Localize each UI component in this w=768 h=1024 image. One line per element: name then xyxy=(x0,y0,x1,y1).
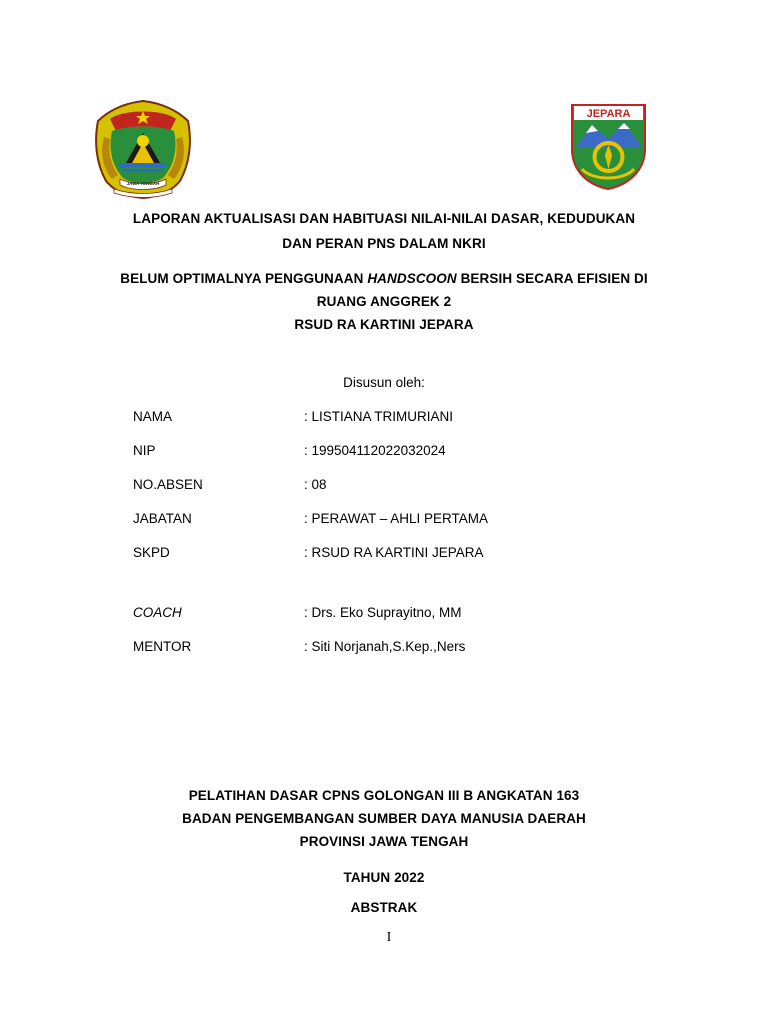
field-value-coach: : Drs. Eko Suprayitno, MM xyxy=(304,605,462,620)
logo-left-text: JAWA TENGAH xyxy=(126,181,160,186)
report-title-line-2: DAN PERAN PNS DALAM NKRI xyxy=(282,236,486,251)
field-value-jabatan: : PERAWAT – AHLI PERTAMA xyxy=(304,511,489,526)
subject-line-1 xyxy=(0,271,768,286)
training-title-line-1: PELATIHAN DASAR CPNS GOLONGAN III B ANGKATAN 163 xyxy=(188,788,580,803)
subject-prefix: BELUM OPTIMALNYA PENGGUNAAN xyxy=(120,271,368,286)
training-title-line-2: BADAN PENGEMBANGAN SUMBER DAYA MANUSIA DAERAH xyxy=(182,811,586,826)
subject-line-3: RSUD RA KARTINI JEPARA xyxy=(294,317,474,332)
field-label-coach: COACH xyxy=(133,605,182,620)
logo-right-text: JEPARA xyxy=(586,108,631,120)
year-label: TAHUN 2022 xyxy=(343,870,425,885)
subject-suffix: BERSIH SECARA EFISIEN DI xyxy=(456,271,648,286)
field-value-nama: : LISTIANA TRIMURIANI xyxy=(304,409,454,424)
field-label-nama: NAMA xyxy=(133,409,173,424)
training-title-line-3: PROVINSI JAWA TENGAH xyxy=(299,834,469,849)
page-number: I xyxy=(386,930,392,945)
abstract-heading: ABSTRAK xyxy=(350,900,418,915)
jepara-emblem-logo xyxy=(562,99,655,192)
report-title-line-1: LAPORAN AKTUALISASI DAN HABITUASI NILAI-NILAI DASAR, KEDUDUKAN xyxy=(132,211,636,226)
field-label-no-absen: NO.ABSEN xyxy=(133,477,203,492)
field-value-nip: : 199504112022032024 xyxy=(304,443,446,458)
subject-italic-term: HANDSCOON xyxy=(367,271,457,286)
prepared-by-label: Disusun oleh: xyxy=(343,375,425,390)
field-value-no-absen: : 08 xyxy=(304,477,327,492)
jawa-tengah-emblem-logo xyxy=(92,97,195,200)
field-value-skpd: : RSUD RA KARTINI JEPARA xyxy=(304,545,484,560)
subject-line-2: RUANG ANGGREK 2 xyxy=(316,294,452,309)
field-label-mentor: MENTOR xyxy=(133,639,192,654)
field-label-jabatan: JABATAN xyxy=(133,511,192,526)
field-label-nip: NIP xyxy=(133,443,156,458)
field-value-mentor: : Siti Norjanah,S.Kep.,Ners xyxy=(304,639,466,654)
field-label-skpd: SKPD xyxy=(133,545,170,560)
